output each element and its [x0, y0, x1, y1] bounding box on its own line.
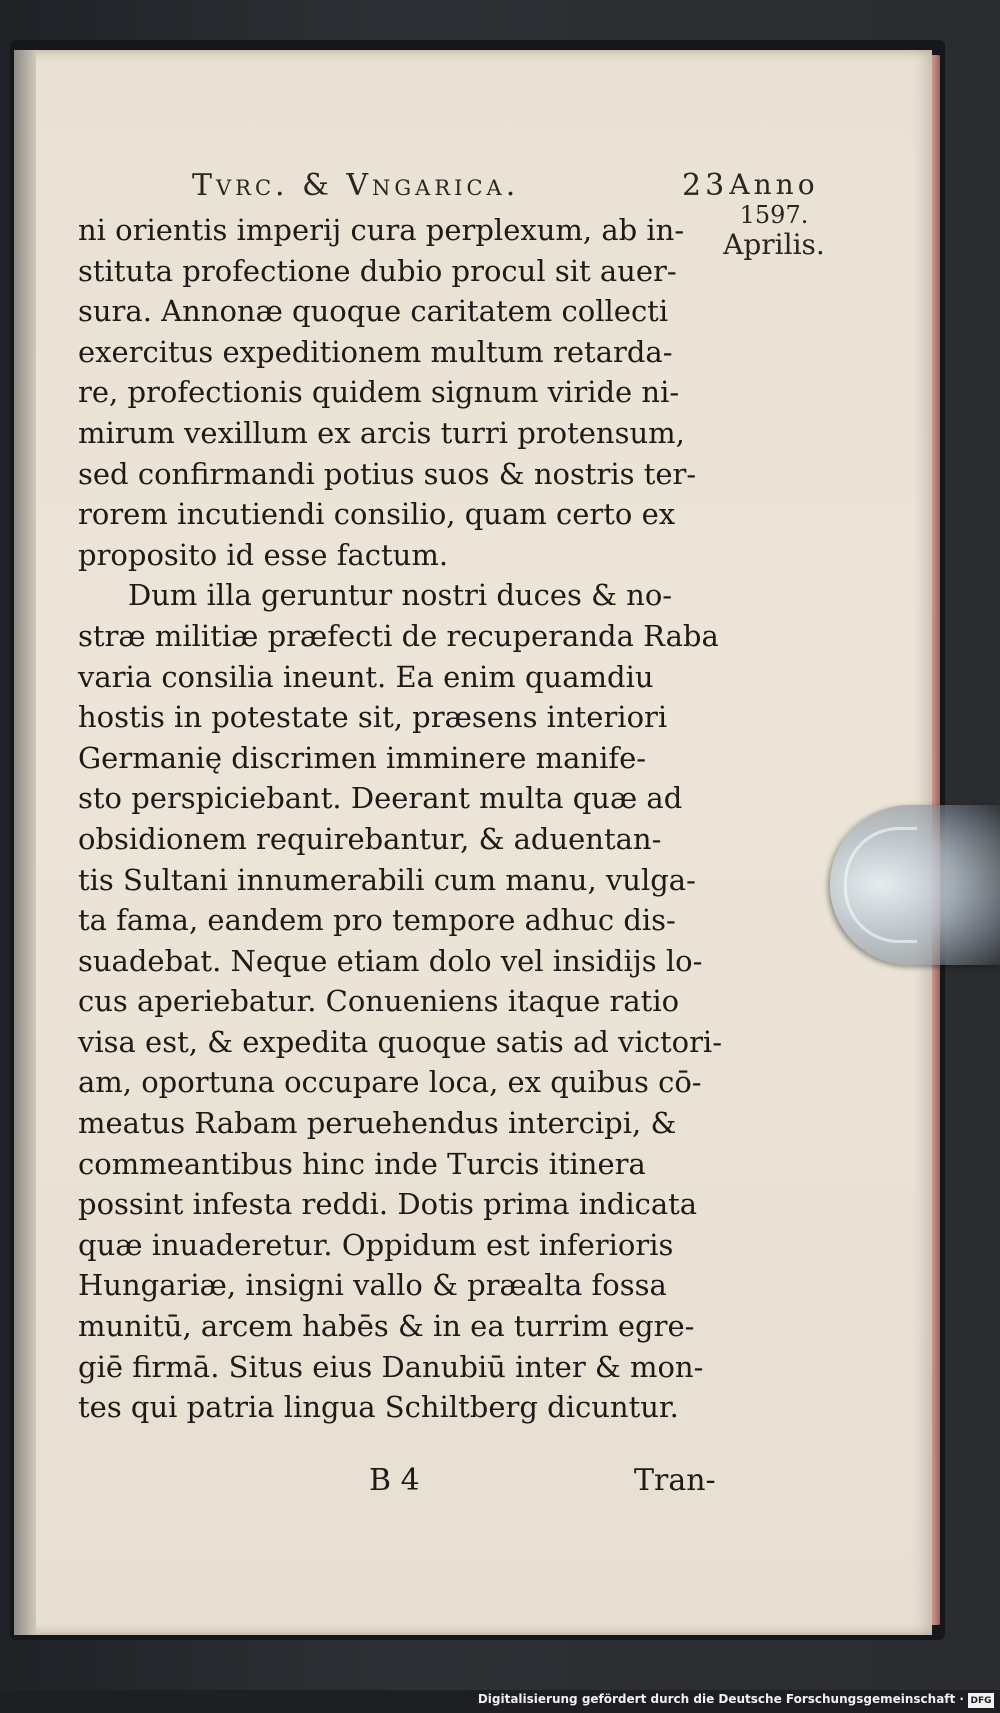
- text-line: obsidionem requirebantur, & aduentan-: [78, 821, 662, 856]
- text-line: giē firmā. Situs eius Danubiū inter & mon-: [78, 1349, 704, 1384]
- text-line: Hungariæ, insigni vallo & præalta fossa: [78, 1268, 667, 1303]
- text-line: exercitus expeditionem multum retarda-: [78, 334, 673, 369]
- text-line: ta fama, eandem pro tempore adhuc dis-: [78, 903, 676, 938]
- margin-note: [714, 168, 834, 262]
- margin-note-line: Aprilis.: [723, 228, 825, 261]
- margin-note-line: 1597.: [739, 201, 809, 229]
- text-line: am, oportuna occupare loca, ex quibus cō-: [78, 1065, 702, 1100]
- text-line: ni orientis imperij cura perplexum, ab in-: [78, 213, 685, 247]
- spine-shadow: [14, 50, 36, 1635]
- text-line: rorem incutiendi consilio, quam certo ex: [78, 497, 676, 532]
- text-line: commeantibus hinc inde Turcis itinera: [78, 1146, 646, 1181]
- text-line: sto perspiciebant. Deerant multa quæ ad: [78, 781, 683, 816]
- clip-highlight: [844, 827, 917, 943]
- text-line: tes qui patria lingua Schiltberg dicuntur.: [78, 1390, 679, 1425]
- body-text: [78, 210, 723, 1428]
- page-clip: [830, 805, 1000, 965]
- running-title: Tvrc. & Vngarica.: [192, 168, 520, 203]
- text-line: tis Sultani innumerabili cum manu, vulga-: [78, 862, 696, 897]
- text-line: varia consilia ineunt. Ea enim quamdiu: [78, 659, 654, 694]
- text-line: proposito id esse factum.: [78, 537, 449, 572]
- text-line: Germanię discrimen imminere manife-: [78, 740, 647, 775]
- dfg-logo-icon: DFG: [968, 1693, 994, 1708]
- text-line: meatus Rabam peruehendus intercipi, &: [78, 1106, 677, 1141]
- book-page: [14, 50, 932, 1635]
- text-line: mirum vexillum ex arcis turri protensum,: [78, 415, 685, 450]
- text-line: quæ inuaderetur. Oppidum est inferioris: [78, 1227, 674, 1262]
- paragraph-start-line: Dum illa geruntur nostri duces & no-: [128, 578, 673, 613]
- signature-mark: B 4: [369, 1463, 420, 1498]
- page-number: 23: [682, 168, 729, 203]
- catchword: Tran-: [634, 1463, 716, 1498]
- text-line: munitū, arcem habēs & in ea turrim egre-: [78, 1309, 695, 1344]
- text-line: sed confirmandi potius suos & nostris ter-: [78, 456, 697, 491]
- text-line: stræ militiæ præfecti de recuperanda Raba: [78, 618, 719, 653]
- text-line: hostis in potestate sit, præsens interiori: [78, 700, 668, 735]
- text-line: stituta profectione dubio procul sit auer-: [78, 253, 677, 288]
- text-line: suadebat. Neque etiam dolo vel insidijs lo-: [78, 943, 703, 978]
- text-line: re, profectionis quidem signum viride ni-: [78, 375, 680, 410]
- text-line: cus aperiebatur. Conueniens itaque ratio: [78, 984, 680, 1019]
- text-line: visa est, & expedita quoque satis ad victori-: [78, 1024, 723, 1059]
- text-line: possint infesta reddi. Dotis prima indicata: [78, 1187, 698, 1222]
- text-line: sura. Annonæ quoque caritatem collecti: [78, 294, 669, 329]
- digitization-credit: Digitalisierung gefördert durch die Deutsche Forschungsgemeinschaft ·: [477, 1692, 964, 1706]
- margin-note-line: Anno: [729, 168, 819, 201]
